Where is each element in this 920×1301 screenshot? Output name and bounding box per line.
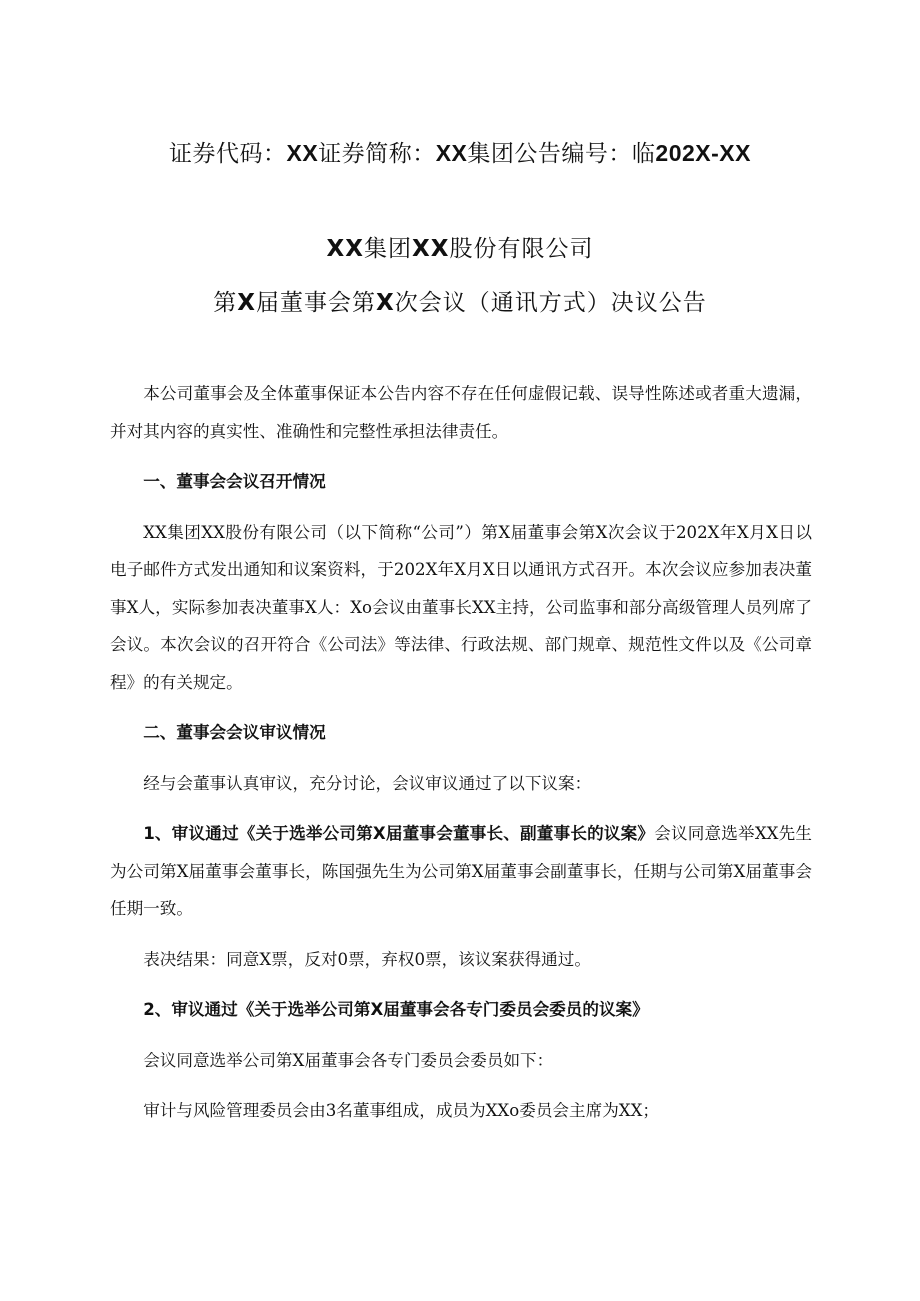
section2-intro: 经与会董事认真审议，充分讨论，会议审议通过了以下议案： <box>143 773 592 793</box>
section2-heading: 二、董事会会议审议情况 <box>143 723 326 742</box>
item1-title: 1、审议通过《关于选举公司第X届董事会董事长、副董事长的议案》 <box>143 824 655 843</box>
company-name-part: XX <box>412 236 450 262</box>
company-name-part: 股份有限公司 <box>449 236 594 262</box>
notice-number-label: 集团公告编号：临 <box>467 141 656 167</box>
notice-number-value: 202X-XX <box>655 140 751 166</box>
item1-vote-result: 表决结果：同意X票，反对0票，弃权0票，该议案获得通过。 <box>143 949 591 969</box>
stock-code-value: XX <box>286 140 319 166</box>
company-name-part: 集团 <box>364 236 412 262</box>
announcement-header <box>0 135 920 168</box>
stock-code-label: 证券代码： <box>169 141 287 167</box>
company-name-part: XX <box>326 236 364 262</box>
document-body <box>110 375 812 1143</box>
item2-intro: 会议同意选举公司第X届董事会各专门委员会委员如下： <box>143 1050 554 1070</box>
resolution-title <box>0 284 920 317</box>
section1-heading: 一、董事会会议召开情况 <box>143 472 326 491</box>
company-name-title <box>0 230 920 263</box>
item1-text: 会议同意选举XX先生为公司第X届董事会董事长，陈国强先生为公司第X届董事会副董事长，任期与公司第X届董事会任期一致。 <box>110 824 812 918</box>
resolution-title-part: 届董事会第 <box>256 290 376 316</box>
disclaimer-paragraph: 本公司董事会及全体董事保证本公告内容不存在任何虚假记载、误导性陈述或者重大遗漏，并对其内容的真实性、准确性和完整性承担法律责任。 <box>110 384 812 441</box>
section1-paragraph: XX集团XX股份有限公司（以下简称“公司”）第X届董事会第X次会议于202X年X月X日以电子邮件方式发出通知和议案资料，于202X年X月X日以通讯方式召开。本次会议应参加表决董事X人，实际参加表决董事X人：Xo会议由董事长XX主持，公司监事和部分高级管理人员列席了会议。本次会议的召开符合《公司法》等法律、行政法规、部门规章、规范性文件以及《公司章程》的有关规定。 <box>110 522 812 692</box>
item1-paragraph <box>110 815 812 928</box>
resolution-title-part: 第 <box>213 290 238 316</box>
resolution-title-part: 次会议（通讯方式）决议公告 <box>394 290 707 316</box>
stock-abbr-label: 证券简称： <box>318 141 436 167</box>
item2-heading: 2、审议通过《关于选举公司第X届董事会各专门委员会委员的议案》 <box>143 1000 649 1019</box>
resolution-title-part: X <box>237 290 256 316</box>
resolution-title-part: X <box>376 290 395 316</box>
audit-committee-paragraph: 审计与风险管理委员会由3名董事组成，成员为XXo委员会主席为XX； <box>143 1101 660 1120</box>
stock-abbr-value: XX <box>435 140 468 166</box>
